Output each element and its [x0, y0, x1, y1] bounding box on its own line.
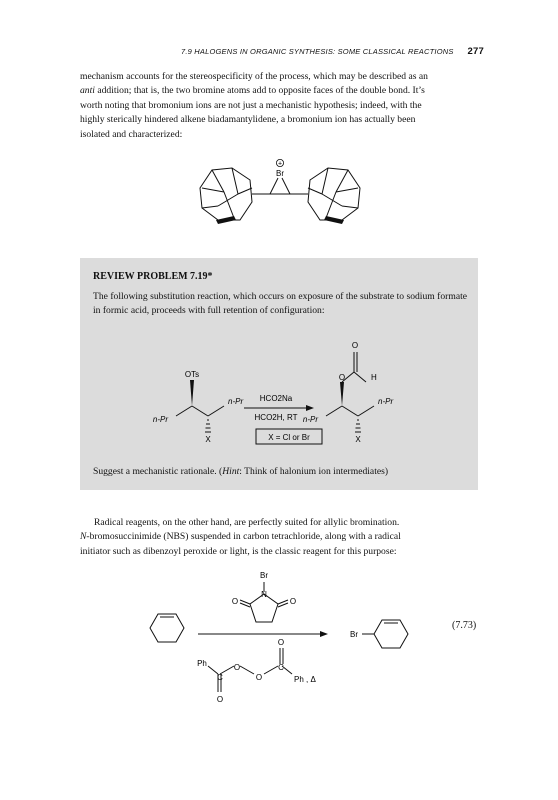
- hint-suffix: : Think of halonium ion intermediates): [239, 466, 389, 477]
- peroxide-oxygen-right: O: [255, 673, 263, 682]
- npr-left-2: n-Pr: [302, 415, 318, 424]
- ether-oxygen: O: [338, 373, 346, 382]
- review-problem-title: REVIEW PROBLEM 7.19*: [93, 271, 213, 282]
- running-header: [0, 46, 484, 57]
- ots-wedge: [190, 380, 194, 406]
- carbonyl-oxygen-right: O: [277, 638, 285, 647]
- para1-line4: highly sterically hindered alkene biadamantylidene, a bromonium ion has actually been: [80, 114, 416, 126]
- positive-charge: +: [277, 160, 283, 168]
- n-emphasis: N: [80, 531, 87, 543]
- npr-right-1: n-Pr: [228, 397, 244, 406]
- cyclohexene-reactant: [150, 614, 184, 642]
- ots-label: OTs: [184, 370, 200, 379]
- para1-line3: worth noting that bromonium ions are not just a mechanistic hypothesis; indeed, with the: [80, 99, 422, 111]
- reagent-top: HCO2Na: [259, 394, 293, 403]
- formate-wedge: [340, 382, 344, 406]
- x-definition-text: X = Cl or Br: [268, 433, 310, 442]
- npr-left-1: n-Pr: [152, 415, 168, 424]
- page-number: 277: [467, 46, 484, 57]
- left-adamantane-outline: [200, 168, 252, 220]
- arrow-head: [306, 405, 314, 411]
- right-wedge-bond: [324, 216, 344, 224]
- para2-line2-text: -bromosuccinimide (NBS) suspended in carbon tetrachloride, along with a radical: [86, 531, 401, 543]
- para1-line2: [80, 84, 480, 98]
- para2-line1: Radical reagents, on the other hand, are perfectly suited for allylic bromination.: [94, 517, 400, 528]
- nbs-nitrogen: N: [261, 590, 267, 599]
- anti-emphasis: anti: [80, 85, 95, 97]
- phenyl-left: Ph: [197, 659, 207, 668]
- paragraph-allylic-bromination: [80, 516, 480, 559]
- review-problem-hint: [93, 466, 467, 477]
- right-adamantane-outline: [308, 168, 360, 220]
- nbs-oxygen-left: O: [231, 597, 239, 606]
- hint-prefix: Suggest a mechanistic rationale. (: [93, 466, 223, 477]
- peroxide-oxygen-left: O: [233, 663, 241, 672]
- substitution-scheme: [80, 332, 478, 456]
- phenyl-right-and-heat: Ph , Δ: [294, 675, 316, 684]
- nbs-bromine: Br: [260, 571, 268, 580]
- nbs-arrow-head: [320, 631, 328, 637]
- para1-line2-text: addition; that is, the two bromine atoms add to opposite faces of the double bond. It’s: [94, 85, 425, 97]
- carbonyl-oxygen: O: [351, 341, 359, 350]
- bromonium-biadamantylidene-figure: [190, 158, 370, 234]
- formyl-hydrogen: H: [371, 373, 377, 382]
- running-title: 7.9 HALOGENS IN ORGANIC SYNTHESIS: SOME CLASSICAL REACTIONS: [180, 47, 454, 56]
- review-problem-text: The following substitution reaction, which occurs on exposure of the substrate to sodium formate in formic acid, proceeds with full retention of configuration:: [93, 291, 467, 317]
- carbon-right: C: [278, 663, 284, 672]
- npr-right-2: n-Pr: [378, 397, 394, 406]
- hint-emphasis: Hint: [222, 466, 240, 477]
- carbonyl-oxygen-left: O: [216, 695, 224, 704]
- product-bromine: Br: [350, 630, 358, 639]
- equation-number: (7.73): [452, 620, 477, 631]
- para1-line5: isolated and characterized:: [80, 128, 183, 140]
- para1-line1: mechanism accounts for the stereospecificity of the process, which may be described as an: [80, 71, 428, 82]
- cyclohexene-product: [374, 620, 408, 648]
- x-label-1: X: [205, 435, 211, 444]
- review-problem-box: [80, 258, 478, 490]
- nbs-oxygen-right: O: [289, 597, 297, 606]
- x-label-2: X: [355, 435, 361, 444]
- bromine-label: Br: [276, 169, 284, 178]
- para2-line3: initiator such as dibenzoyl peroxide or light, is the classic reagent for this purpose:: [80, 545, 397, 557]
- allylic-bromination-scheme: [140, 568, 440, 710]
- reagent-bottom: HCO2H, RT: [254, 413, 298, 422]
- para2-line2: [80, 530, 480, 544]
- paragraph-bromonium: [80, 70, 480, 142]
- carbon-left: C: [217, 673, 223, 682]
- left-wedge-bond: [216, 216, 236, 224]
